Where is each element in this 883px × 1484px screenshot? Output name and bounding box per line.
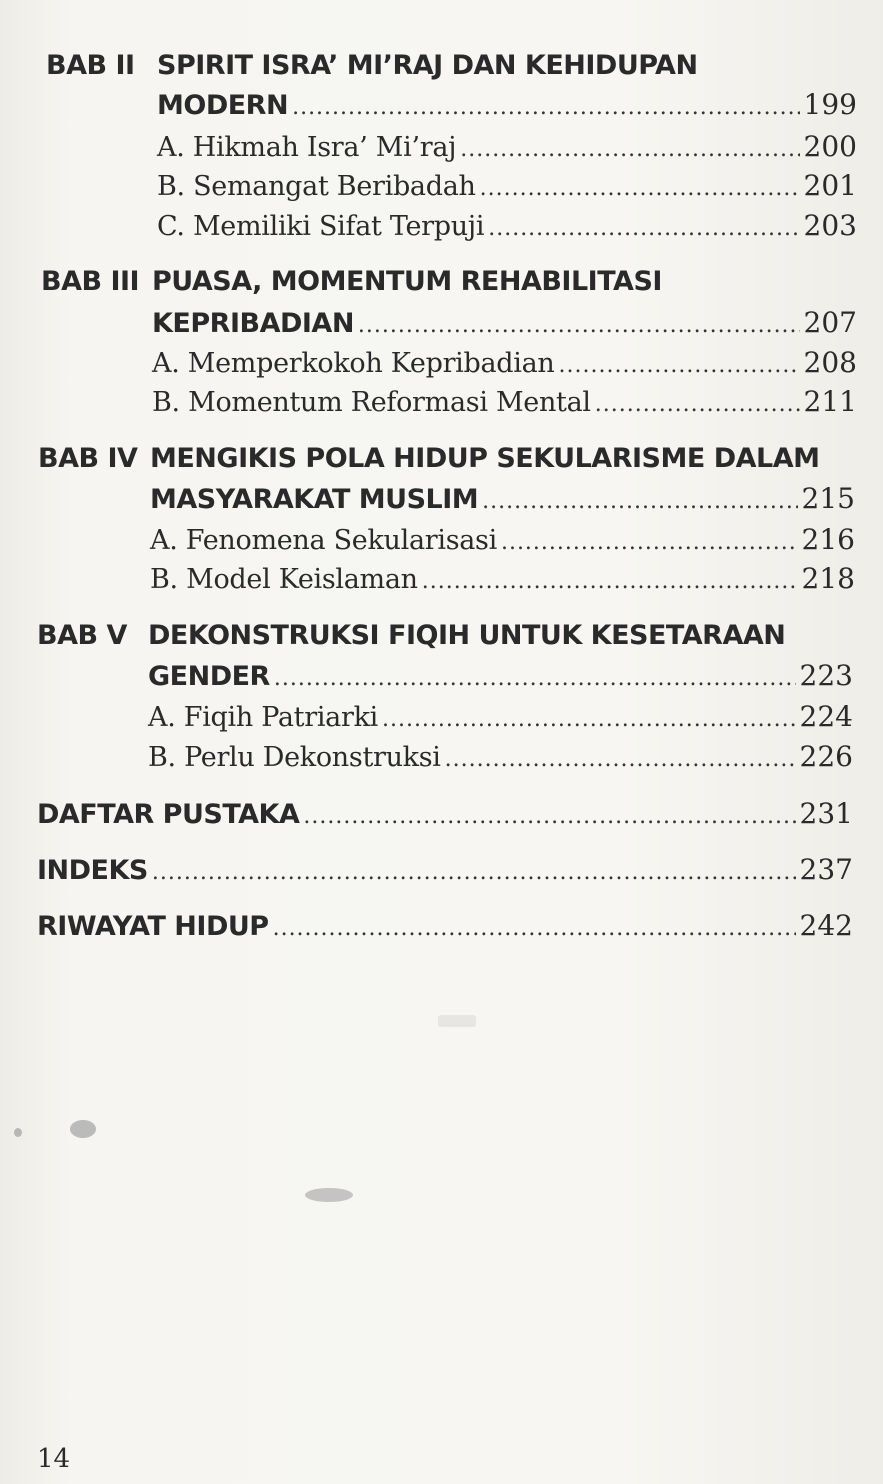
section-entry [157, 130, 857, 163]
page-ref: 208 [803, 346, 857, 379]
dot-leader [482, 489, 797, 514]
section-entry [150, 562, 855, 595]
section-title: A. Fiqih Patriarki [148, 702, 378, 733]
section-title: C. Memiliki Sifat Terpuji [157, 211, 485, 242]
chapter-title-line2: MODERN [157, 90, 289, 121]
ink-smudge [305, 1188, 353, 1202]
page-ref: 200 [803, 130, 857, 163]
chapter-label: BAB II [46, 50, 135, 81]
page-ref: 207 [803, 306, 857, 339]
dot-leader [501, 530, 798, 555]
dot-leader [595, 392, 800, 417]
ink-smudge [438, 1015, 476, 1027]
section-entry [157, 209, 857, 242]
chapter-title-line1: DEKONSTRUKSI FIQIH UNTUK KESETARAAN [148, 620, 786, 651]
dot-leader [273, 916, 796, 941]
entry-title: INDEKS [37, 855, 148, 886]
dot-leader [358, 313, 800, 338]
section-title: B. Momentum Reformasi Mental [152, 387, 591, 418]
chapter-title-line1: MENGIKIS POLA HIDUP SEKULARISME DALAM [150, 443, 820, 474]
section-title: A. Memperkokoh Kepribadian [152, 348, 555, 379]
chapter-label: BAB III [41, 266, 140, 297]
section-title: B. Perlu Dekonstruksi [148, 742, 441, 773]
dot-leader [488, 216, 799, 241]
section-title: A. Hikmah Isra’ Mi’raj [157, 132, 457, 163]
section-entry [148, 700, 853, 733]
page-ref: 242 [799, 909, 853, 942]
page-ref: 224 [799, 700, 853, 733]
page-ref: 231 [799, 797, 853, 830]
section-entry [150, 523, 855, 556]
section-entry [157, 169, 857, 202]
entry-title: RIWAYAT HIDUP [37, 911, 269, 942]
back-matter-entry [37, 797, 853, 830]
ink-smudge [70, 1120, 96, 1138]
dot-leader [292, 95, 799, 120]
chapter-title-row [157, 88, 857, 121]
chapter-title-line1: SPIRIT ISRA’ MI’RAJ DAN KEHIDUPAN [157, 50, 698, 81]
chapter-title-line1: PUASA, MOMENTUM REHABILITASI [152, 266, 662, 297]
page-ref: 201 [803, 169, 857, 202]
chapter-title-line2: KEPRIBADIAN [152, 308, 354, 339]
chapter-title-row [150, 482, 855, 515]
page-ref: 218 [801, 562, 855, 595]
chapter-title-row [148, 659, 853, 692]
page-ref: 215 [801, 482, 855, 515]
ink-smudge [14, 1128, 22, 1137]
page-ref: 199 [803, 88, 857, 121]
dot-leader [274, 666, 796, 691]
chapter-label: BAB V [37, 620, 127, 651]
back-matter-entry [37, 909, 853, 942]
entry-title: DAFTAR PUSTAKA [37, 799, 300, 830]
dot-leader [422, 569, 798, 594]
page-number: 14 [37, 1444, 71, 1474]
chapter-title-line2: MASYARAKAT MUSLIM [150, 484, 479, 515]
dot-leader [445, 747, 796, 772]
dot-leader [480, 176, 800, 201]
section-title: B. Model Keislaman [150, 564, 418, 595]
section-entry [152, 385, 857, 418]
dot-leader [382, 707, 796, 732]
section-title: B. Semangat Beribadah [157, 171, 476, 202]
page-ref: 223 [799, 659, 853, 692]
dot-leader [460, 137, 799, 162]
page-ref: 203 [803, 209, 857, 242]
dot-leader [303, 804, 795, 829]
section-entry [148, 740, 853, 773]
dot-leader [152, 860, 796, 885]
back-matter-entry [37, 853, 853, 886]
chapter-title-line2: GENDER [148, 661, 270, 692]
dot-leader [559, 353, 800, 378]
chapter-label: BAB IV [38, 443, 138, 474]
page-ref: 237 [799, 853, 853, 886]
section-entry [152, 346, 857, 379]
chapter-title-row [152, 306, 857, 339]
page-ref: 211 [803, 385, 857, 418]
section-title: A. Fenomena Sekularisasi [150, 525, 497, 556]
page-ref: 216 [801, 523, 855, 556]
page-ref: 226 [799, 740, 853, 773]
